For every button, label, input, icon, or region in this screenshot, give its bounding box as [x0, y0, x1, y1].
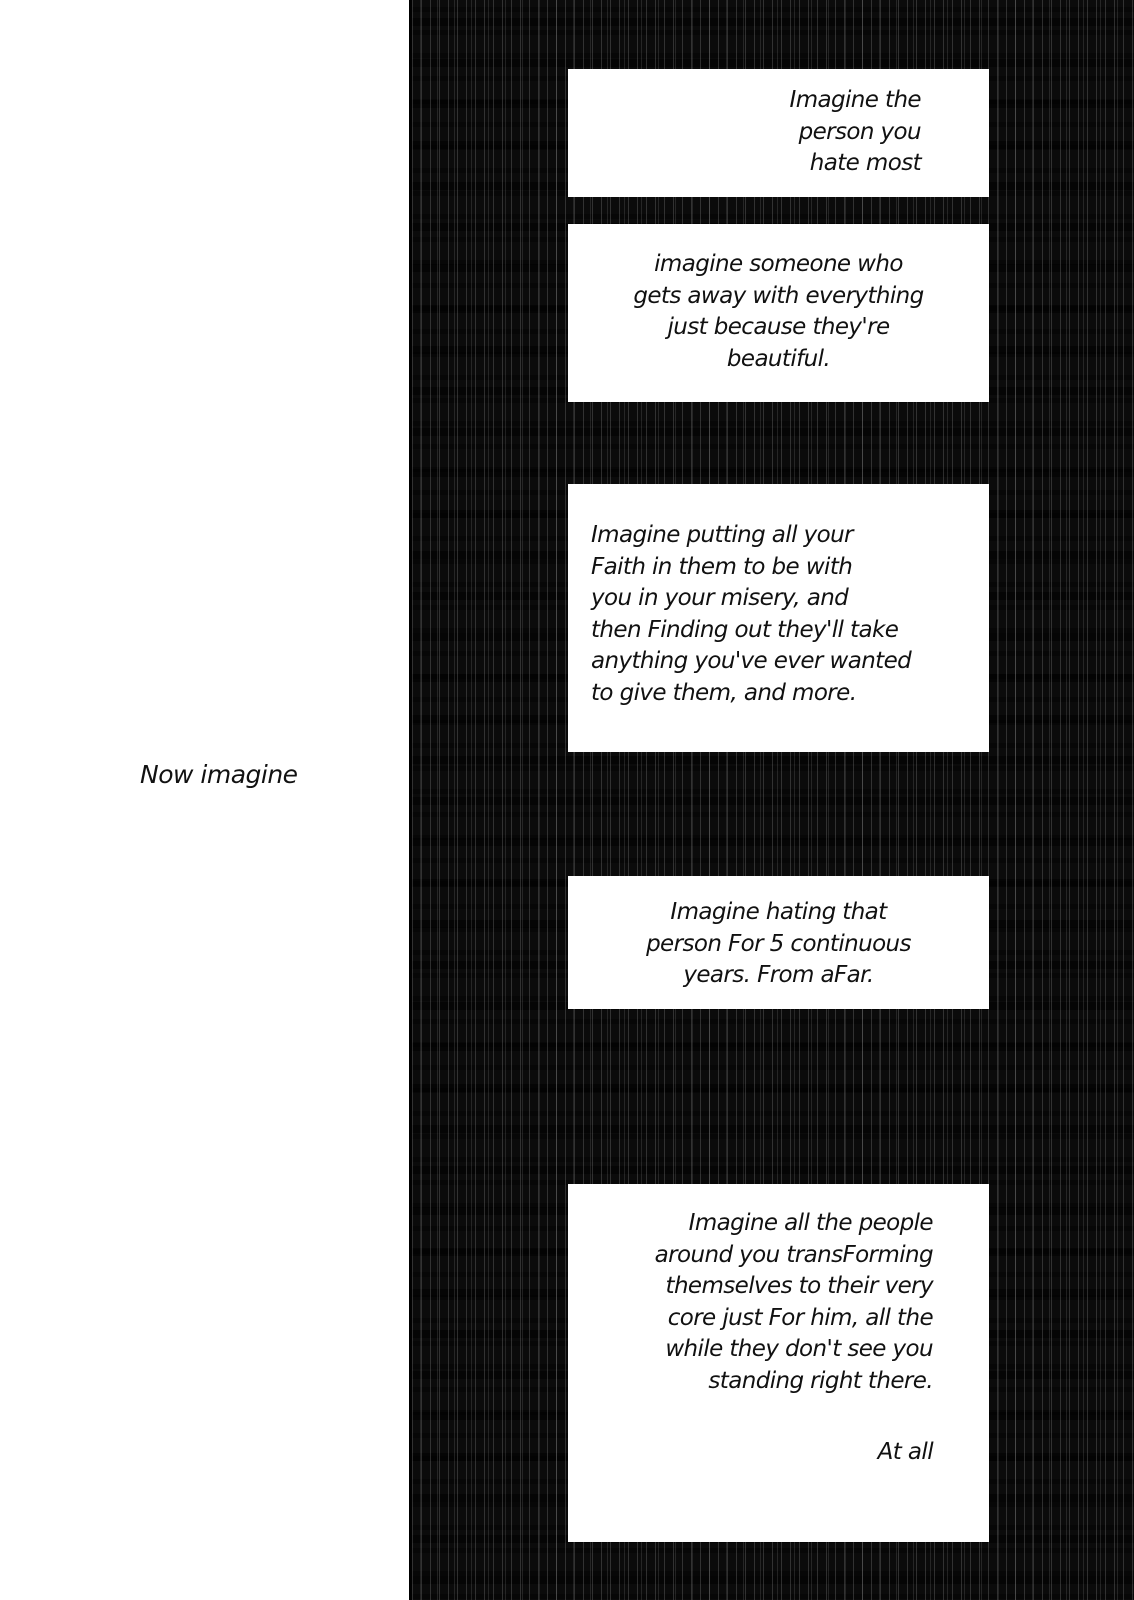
caption-box-3 — [568, 484, 989, 752]
left-white-panel — [0, 0, 409, 1600]
caption-box-5 — [568, 1184, 989, 1542]
caption-line: person For 5 continuous — [646, 930, 911, 957]
caption-line: you in your misery, and — [591, 585, 849, 611]
caption-line: core just For him, all the — [667, 1304, 933, 1331]
caption-line: years. From aFar. — [683, 962, 874, 988]
now-imagine-text: Now imagine — [140, 760, 298, 789]
caption-line: person you — [798, 118, 921, 145]
caption-line: hate most — [809, 150, 921, 176]
caption-box-1 — [568, 69, 989, 197]
caption-line: standing right there. — [708, 1367, 933, 1394]
caption-footer: At all — [877, 1439, 933, 1465]
caption-line: anything you've ever wanted — [591, 648, 912, 674]
caption-line: then Finding out they'll take — [591, 616, 899, 643]
caption-line: themselves to their very — [665, 1273, 933, 1299]
panel-divider — [409, 0, 412, 1600]
caption-line: to give them, and more. — [591, 679, 857, 706]
caption-line: Faith in them to be with — [591, 553, 853, 580]
caption-line: gets away with everything — [633, 282, 924, 309]
caption-box-4 — [568, 876, 989, 1009]
caption-line: beautiful. — [726, 345, 831, 372]
caption-line: while they don't see you — [665, 1336, 933, 1362]
caption-line: just because they're — [667, 314, 890, 340]
caption-line: Imagine all the people — [688, 1210, 933, 1236]
caption-line: imagine someone who — [654, 251, 903, 277]
caption-line: Imagine hating that — [670, 899, 887, 925]
caption-box-2 — [568, 224, 989, 402]
caption-line: around you transForming — [654, 1241, 933, 1268]
caption-line: Imagine the — [789, 87, 921, 113]
caption-line: Imagine putting all your — [591, 522, 853, 548]
